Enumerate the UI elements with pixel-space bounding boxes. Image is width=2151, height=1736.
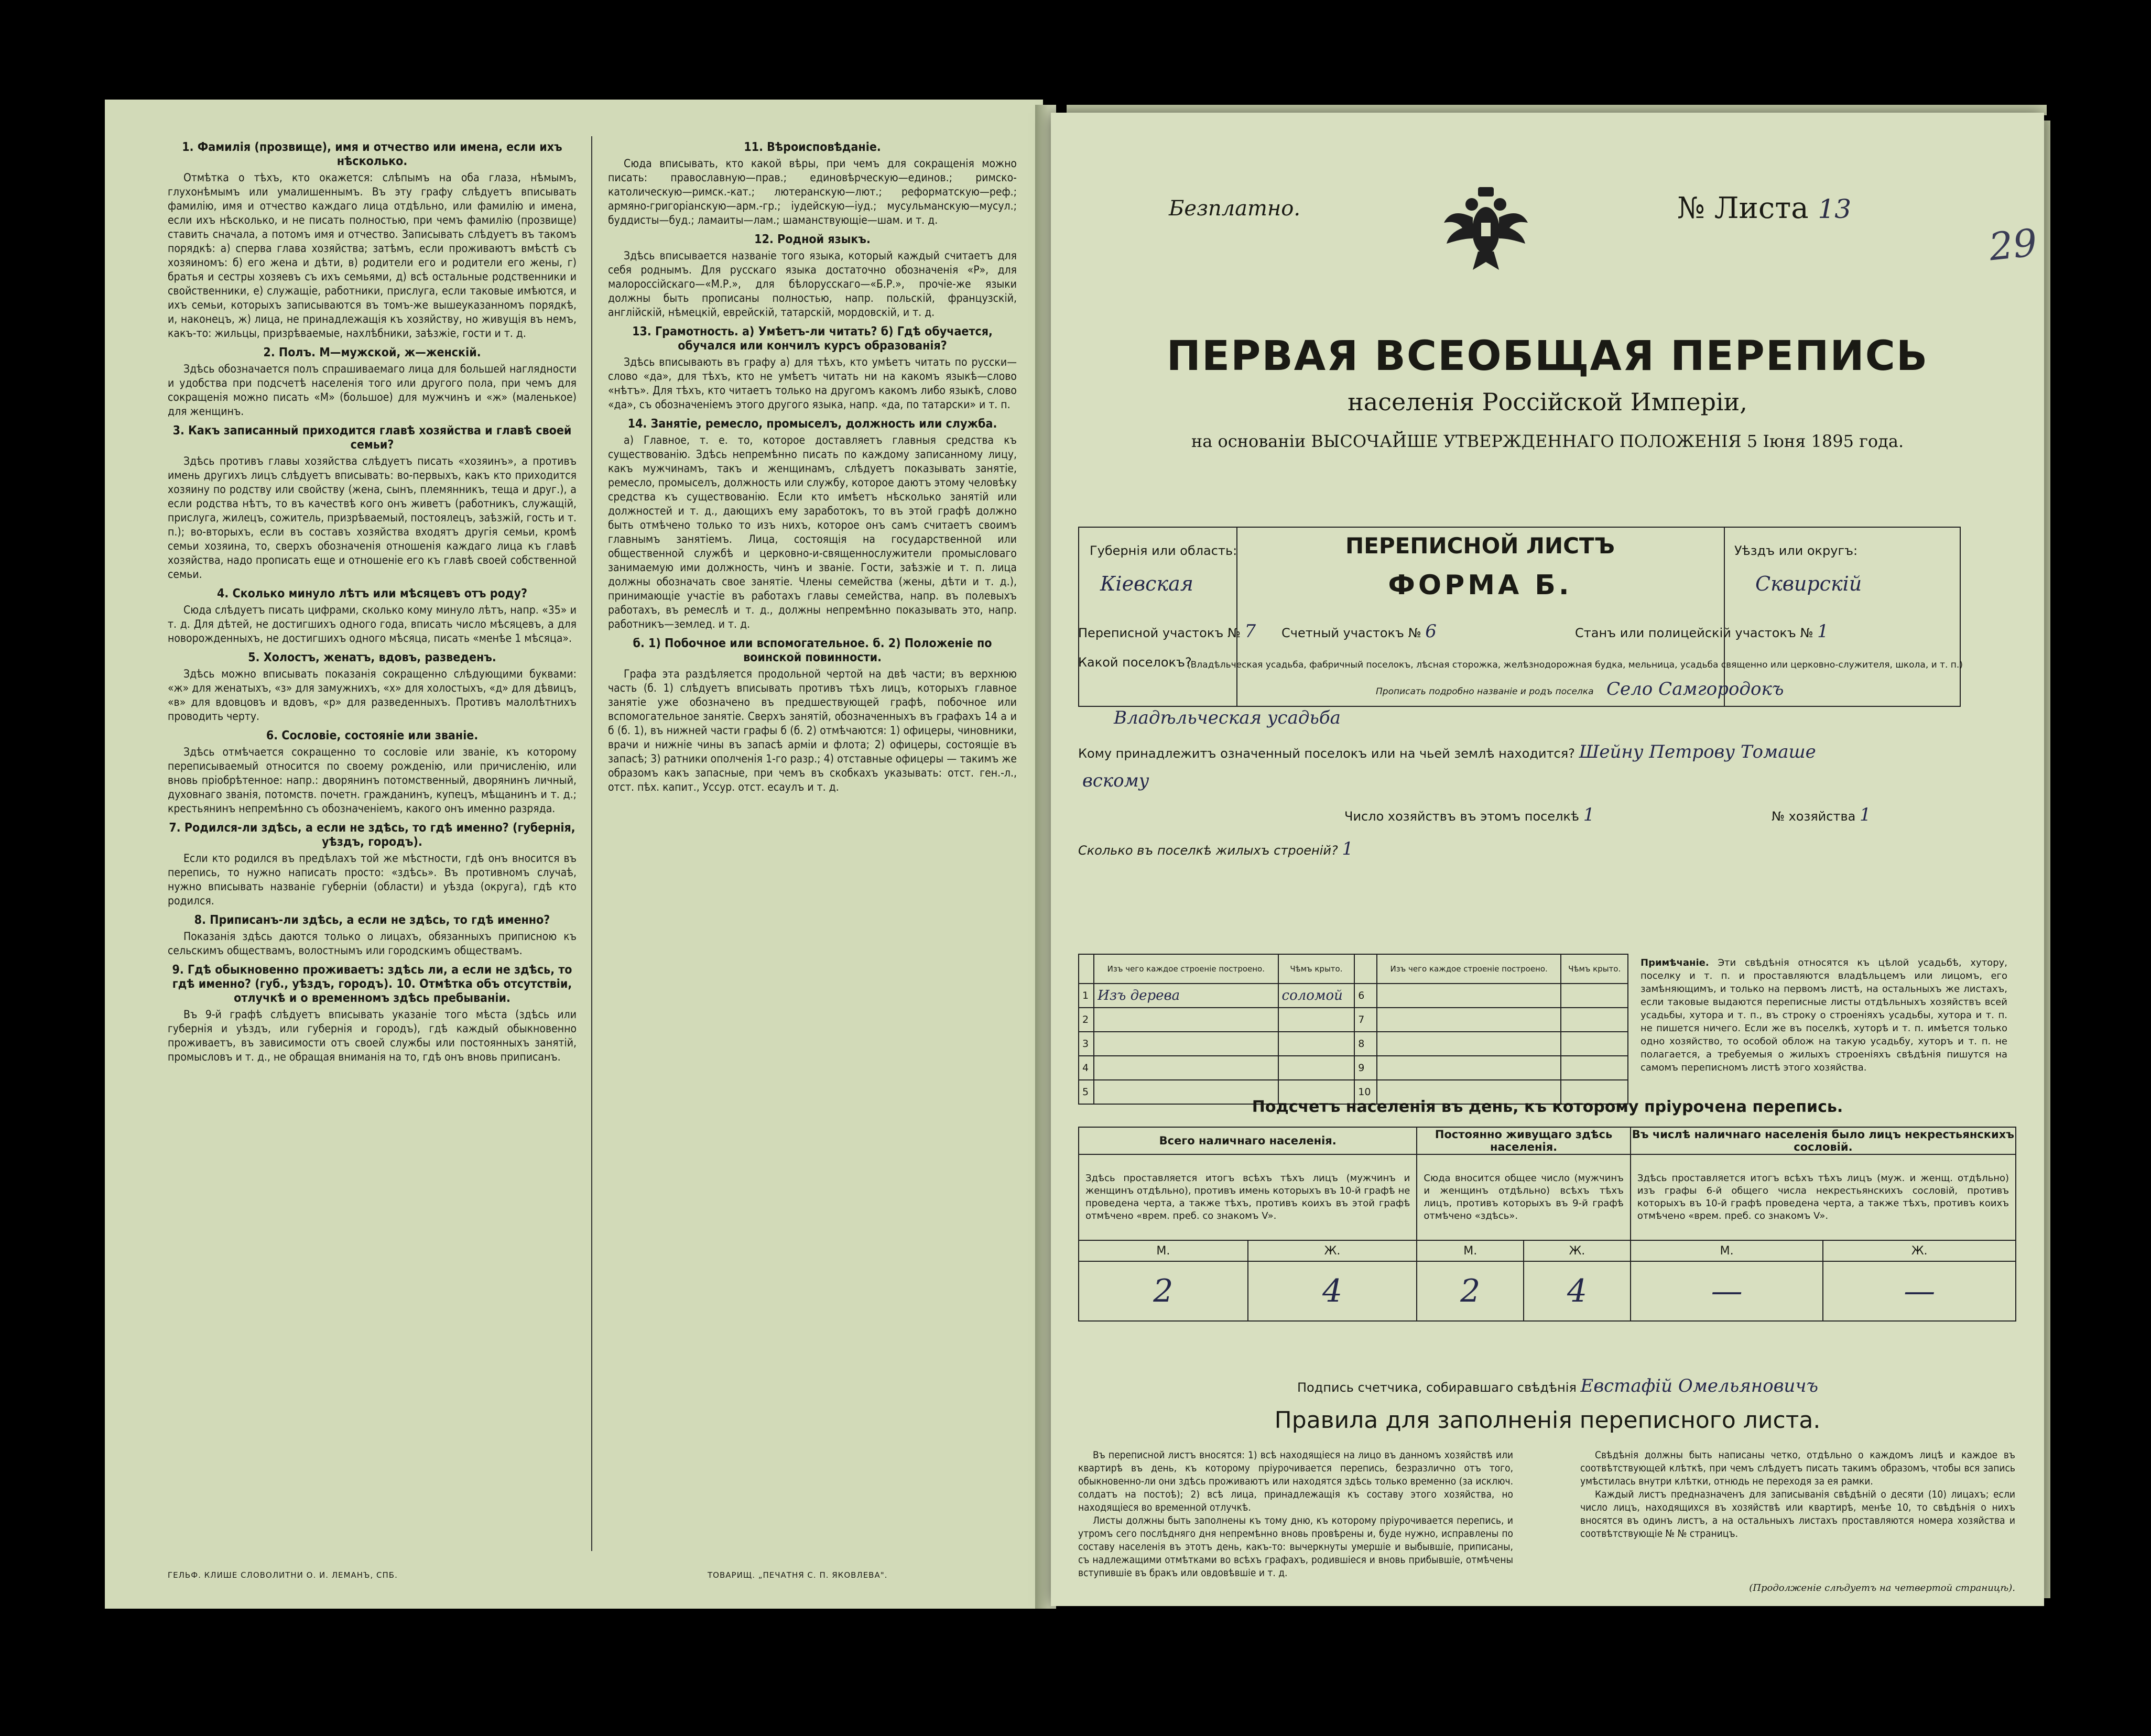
settlement-value-text: Село Самгородокъ	[1606, 679, 1784, 700]
building-material	[1094, 1032, 1278, 1056]
instruction-text: Если кто родился въ предѣлахъ той же мѣстности, гдѣ онъ вносится въ перепись, то нужно написать просто: «здѣсь». Въ противномъ случаѣ, нужно вписывать названіе губерніи (области) и уѣзда (округа), гдѣ кто родился.	[168, 852, 577, 907]
building-roof	[1561, 984, 1628, 1008]
instruction-text: Здѣсь можно вписывать показанія сокращенно слѣдующими буквами: «ж» для женатыхъ, «з» для замужнихъ, «х» для холостыхъ, «д» для дѣвицъ, «в» для вдовцовъ и вдовъ, «р» для разведенныхъ. Противъ малолѣтнихъ проводить черту.	[168, 668, 577, 723]
instruction-text: Показанія здѣсь даются только о лицахъ, обязанныхъ приписною къ сельскимъ обществамъ, волостнымъ или городскимъ обществамъ.	[168, 930, 577, 957]
table-row	[1079, 984, 1628, 1008]
row-number: 4	[1079, 1056, 1094, 1080]
instruction-item	[168, 821, 577, 908]
male-label: М.	[1631, 1240, 1823, 1261]
left-page	[105, 100, 1043, 1609]
male-label: М.	[1079, 1240, 1248, 1261]
count-header-non-peasant: Въ числѣ наличнаго населенія было лицъ некрестьянскихъ сословій.	[1631, 1127, 2016, 1154]
instructions-column-2	[608, 136, 1017, 800]
printer-credit-left: ГЕЛЬФ. КЛИШЕ СЛОВОЛИТНИ О. И. ЛЕМАНЪ, СПБ.	[168, 1570, 398, 1580]
household-number-value: 1	[1859, 804, 1871, 825]
note-label: Примѣчаніе.	[1641, 957, 1709, 968]
instruction-text: Здѣсь противъ главы хозяйства слѣдуетъ писать «хозяинъ», а противъ имень другихъ лицъ слѣдуетъ вписывать: во-первыхъ, какъ кто приходится хозяину по родству или свойству (жена, сынъ, племянникъ, теща и друг.), а если родства нѣтъ, то въ качествѣ кого онъ живетъ (работникъ, служащій, прислуга, жилецъ, сожитель, призрѣваемый, постоялецъ, заѣзжій, гость и т. п.); во-вторыхъ, если въ составъ хозяйства входятъ другія семьи, кромѣ семьи хозяина, то, сверхъ обозначенія отношенія каждаго лица къ главѣ хозяйства, надо прописать еще и отношеніе его къ главѣ своей собственной семьи.	[168, 455, 577, 581]
row-number: 8	[1354, 1032, 1377, 1056]
instruction-item	[168, 913, 577, 958]
rules-title: Правила для заполненія переписного листа.	[1274, 1407, 1821, 1434]
instruction-item	[168, 140, 577, 341]
instruction-item	[168, 963, 577, 1064]
table-header-roof: Чѣмъ крыто.	[1561, 954, 1628, 984]
household-number-field	[1772, 804, 1871, 825]
building-roof	[1561, 1008, 1628, 1032]
household-number-label: № хозяйства	[1772, 809, 1856, 824]
census-section-label: Переписной участокъ №	[1078, 626, 1241, 640]
count-header-present: Всего наличнаго населенія.	[1079, 1127, 1417, 1154]
non-peasant-female-count: —	[1823, 1261, 2016, 1321]
form-header-frame	[1078, 527, 1961, 707]
female-label: Ж.	[1524, 1240, 1631, 1261]
female-label: Ж.	[1823, 1240, 2016, 1261]
counting-section-value: 6	[1425, 621, 1437, 642]
instruction-item	[168, 346, 577, 419]
row-number: 2	[1079, 1008, 1094, 1032]
instruction-item	[168, 424, 577, 582]
continued-note: (Продолженіе слѣдуетъ на четвертой страницѣ).	[1749, 1582, 2015, 1593]
settlement-label: Какой поселокъ?	[1078, 655, 1192, 670]
instruction-text: Сюда вписывать, кто какой вѣры, при чемъ для сокращенія можно писать: православную—прав.; единовѣрческую—единов.; римско-католическую—римск.-кат.; лютеранскую—лют.; реформатскую—реф.; армяно-григоріанскую—арм.-гр.; іудейскую—іуд.; мусульманскую—мусул.; буддисты—буд.; ламаиты—лам.; шаманствующіе—шам. и т. д.	[608, 157, 1017, 226]
census-subtitle: населенія Россійской Имперіи,	[1348, 388, 1747, 416]
table-row	[1079, 1008, 1628, 1032]
buildings-count-value: 1	[1342, 838, 1354, 859]
building-material	[1377, 1008, 1561, 1032]
census-legal-basis: на основаніи ВЫСОЧАЙШЕ УТВЕРЖДЕННАГО ПОЛОЖЕНІЯ 5 Іюня 1895 года.	[1191, 431, 1904, 451]
row-number: 10	[1354, 1080, 1377, 1104]
instruction-text: Здѣсь вписывають въ графу а) для тѣхъ, кто умѣетъ читать по русски—слово «да», для тѣхъ, кто не умѣетъ читать ни на какомъ языкѣ—слово «нѣтъ». Для тѣхъ, кто читаетъ только на другомъ какомъ либо языкѣ, слово «да», съ обозначеніемъ этого другого языка, напр. «да, по татарски» и т. п.	[608, 356, 1017, 411]
counting-section-label: Счетный участокъ №	[1281, 626, 1421, 640]
rules-column-2	[1580, 1449, 2015, 1541]
instructions-column-1	[168, 136, 577, 1069]
owner-value-text-2: вскому	[1082, 770, 1149, 791]
district-label: Уѣздъ или округъ:	[1734, 543, 1858, 558]
printer-credit-right: ТОВАРИЩ. „ПЕЧАТНЯ С. П. ЯКОВЛЕВА".	[708, 1570, 888, 1580]
owner-value: Шейну Петрову Томаше	[1579, 741, 1816, 762]
enumerator-signature	[1297, 1375, 1818, 1396]
double-headed-eagle-emblem	[1441, 186, 1530, 272]
instruction-heading: 13. Грамотность. а) Умѣетъ-ли читать? б) Гдѣ обучается, обучался или кончилъ курсъ образованія?	[632, 325, 993, 353]
rule-paragraph: Листы должны быть заполнены къ тому дню, къ которому пріурочивается перепись, и утромъ сего послѣдняго дня непремѣнно вновь провѣрены и, буде нужно, исправлены по составу населенія въ этотъ день, какъ-то: вычеркнуты умершіе и выбывшіе, приписаны, съ надлежащими отмѣтками во всѣхъ графахъ, родившіеся и вновь прибывшіе, отмѣчены вступившіе въ бракъ или овдовѣвшіе и т. д.	[1078, 1515, 1513, 1579]
free-label: Безплатно.	[1169, 196, 1301, 221]
buildings-count-label: Сколько въ поселкѣ жилыхъ строеній?	[1078, 843, 1338, 858]
owner-value-line-2	[1082, 770, 1149, 791]
settlement-value	[1606, 679, 1784, 700]
building-material: Изъ дерева	[1094, 984, 1278, 1008]
permanent-male-count: 2	[1417, 1261, 1524, 1321]
instruction-text: Здѣсь отмѣчается сокращенно то сословіе или званіе, къ которому переписываемый относится по своему рожденію, или причисленію, или вновь пріобрѣтенное: напр.: дворянинъ потомственный, дворянинъ личный, духовнаго званія, потомств. почетн. гражданинъ, купецъ, мѣщанинъ и т. д.; крестьянинъ непремѣнно съ обозначеніемъ, какого онъ именно разряда.	[168, 746, 577, 815]
building-material	[1377, 984, 1561, 1008]
count-header-permanent: Постоянно живущаго здѣсь населенія.	[1417, 1127, 1630, 1154]
note-text: Эти свѣдѣнія относятся къ цѣлой усадьбѣ, хутору, поселку и т. п. и проставляются владѣльцемъ или лицомъ, его замѣняющимъ, и только на первомъ листѣ, на остальныхъ же листахъ, если таковые выдаются переписные листы отдѣльныхъ хозяйствъ всей усадьбы, хутора и т. п., въ строку о строеніяхъ усадьбы, хутора и т. п. не пишется ничего. Если же въ поселкѣ, хуторѣ и т. п. имѣется только одно хозяйство, то особой облож на такую усадьбу, хуторъ и т. п. не полагается, а требуемыя о жилыхъ строеніяхъ свѣдѣнія пишутся на самомъ переписномъ листѣ этого хозяйства.	[1641, 957, 2007, 1073]
governorate-value: Кіевская	[1100, 572, 1193, 595]
instruction-text: Въ 9-й графѣ слѣдуетъ вписывать указаніе того мѣста (здѣсь или губернія и уѣздъ, или губернія и городъ), гдѣ каждый обыкновенно проживаетъ, въ зависимости отъ своей службы или постоянныхъ занятій, промысловъ и т. д., не обращая вниманія на то, гдѣ онъ вновь приписанъ.	[168, 1008, 577, 1063]
buildings-note	[1641, 956, 2007, 1074]
stan-label: Станъ или полицейскій участокъ №	[1575, 626, 1813, 640]
sheet-number	[1677, 191, 1851, 225]
non-peasant-male-count: —	[1631, 1261, 1823, 1321]
female-label: Ж.	[1248, 1240, 1417, 1261]
district-value: Сквирскій	[1755, 572, 1862, 595]
instruction-heading: б. 1) Побочное или вспомогательное. б. 2) Положеніе по воинской повинности.	[633, 637, 992, 664]
form-title: ПЕРЕПИСНОЙ ЛИСТЪ	[1345, 533, 1615, 559]
row-number: 1	[1079, 984, 1094, 1008]
instruction-text: а) Главное, т. е. то, которое доставляетъ главныя средства къ существованію. Здѣсь непремѣнно писать по каждому записанному лицу, какъ мужчинамъ, такъ и женщинамъ, слѣдуетъ показывать занятіе, ремесло, промыселъ, должность или службу, которое даютъ этому человѣку средства къ существованію. Если кто имѣетъ нѣсколько занятій или должностей и т. д., дающихъ ему заработокъ, то въ этой графѣ должно быть отмѣчено только то изъ нихъ, которое онъ самъ считаетъ своимъ главнымъ занятіемъ. Лица, состоящія на государственной или общественной службѣ и церковно-и-священнослужители промысловаго занимаемую ими должность, чинъ и званіе. Гости, заѣзжіе и т. п. лица должны обозначать свое занятіе. Члены семейства (жены, дѣти и т. д.), принимающіе участіе въ работахъ главы семейства, напр. въ полевыхъ работахъ, въ ремеслѣ и т. д., должны непремѣнно показывать это, напр. работникъ—землед. и т. д.	[608, 434, 1017, 630]
households-label: Число хозяйствъ въ этомъ поселкѣ	[1344, 809, 1580, 824]
instruction-heading: 14. Занятіе, ремесло, промыселъ, должность или служба.	[627, 417, 997, 431]
owner-field	[1078, 741, 1816, 762]
table-header-material: Изъ чего каждое строеніе построено.	[1377, 954, 1561, 984]
stan-value: 1	[1817, 621, 1829, 642]
building-roof	[1561, 1056, 1628, 1080]
instruction-text: Здѣсь обозначается полъ спрашиваемаго лица для большей наглядности и удобства при подсчетѣ населенія того или другого пола, при чемъ для сокращенія можно писать «М» (большое) для мужчинъ и «ж» (маленькое) для женщинъ.	[168, 363, 577, 418]
settlement-hint-2: Прописать подробно названіе и родъ поселка	[1376, 686, 1594, 697]
building-roof	[1278, 1008, 1355, 1032]
table-row	[1079, 1032, 1628, 1056]
instruction-item	[608, 233, 1017, 320]
households-field	[1344, 804, 1594, 825]
sheet-number-value: 13	[1818, 194, 1852, 224]
instruction-item	[608, 637, 1017, 794]
census-section-value: 7	[1244, 621, 1256, 642]
table-header-roof: Чѣмъ крыто.	[1278, 954, 1355, 984]
table-header-empty	[1354, 954, 1377, 984]
instruction-heading: 2. Полъ. М—мужской, ж—женскій.	[263, 346, 481, 359]
signature-label: Подпись счетчика, собиравшаго свѣдѣнія	[1297, 1380, 1577, 1395]
row-number: 3	[1079, 1032, 1094, 1056]
instruction-heading: 8. Приписанъ-ли здѣсь, а если не здѣсь, то гдѣ именно?	[194, 913, 550, 927]
stan-field	[1575, 621, 1829, 642]
count-desc-permanent: Сюда вносится общее число (мужчинъ и женщинъ отдѣльно) всѣхъ тѣхъ лицъ, противъ которыхъ въ 9-й графѣ отмѣчено «здѣсь».	[1417, 1154, 1630, 1240]
buildings-table	[1078, 954, 1628, 1105]
row-number: 5	[1079, 1080, 1094, 1104]
instruction-item	[608, 417, 1017, 631]
instruction-heading: 6. Сословіе, состояніе или званіе.	[266, 729, 479, 743]
present-male-count: 2	[1079, 1261, 1248, 1321]
rule-paragraph: Въ переписной листъ вносятся: 1) всѣ находящіеся на лицо въ данномъ хозяйствѣ или квартирѣ въ день, къ которому пріурочивается перепись, безразлично отъ того, обыкновенно-ли они здѣсь проживаютъ или находятся здѣсь только временно (за исключ. солдатъ на постоѣ); 2) всѣ лица, принадлежащія къ составу этого хозяйства, но находящіеся во временной отлучкѣ.	[1078, 1449, 1513, 1513]
buildings-count-field	[1078, 838, 1353, 859]
instruction-heading: 12. Родной языкъ.	[754, 233, 871, 246]
rule-paragraph: Свѣдѣнія должны быть написаны четко, отдѣльно о каждомъ лицѣ и каждое въ соотвѣтствующей клѣткѣ, при чемъ слѣдуетъ писать такимъ образомъ, чтобы вся запись умѣстилась внутри клѣтки, отнюдь не переходя за ея рамки.	[1580, 1449, 2015, 1487]
census-title: ПЕРВАЯ ВСЕОБЩАЯ ПЕРЕПИСЬ	[1166, 333, 1929, 380]
male-label: М.	[1417, 1240, 1524, 1261]
instruction-heading: 11. Вѣроисповѣданіе.	[744, 140, 881, 154]
building-material	[1094, 1008, 1278, 1032]
corner-archive-number: 29	[1986, 220, 2039, 269]
present-female-count: 4	[1248, 1261, 1417, 1321]
building-material	[1094, 1056, 1278, 1080]
column-divider	[591, 136, 592, 1551]
instruction-heading: 3. Какъ записанный приходится главѣ хозяйства и главѣ своей семьи?	[172, 424, 572, 452]
instruction-item	[168, 587, 577, 646]
census-section-field	[1078, 621, 1256, 642]
building-material	[1377, 1032, 1561, 1056]
settlement-hint: (Владѣльческая усадьба, фабричный поселокъ, лѣсная сторожка, желѣзнодорожная будка, мельница, усадьба священно или церковно-служителя, школа, и т. п.)	[1187, 660, 1963, 670]
households-value: 1	[1583, 804, 1595, 825]
instruction-item	[608, 140, 1017, 227]
row-number: 6	[1354, 984, 1377, 1008]
instruction-heading: 1. Фамилія (прозвище), имя и отчество или имена, если ихъ нѣсколько.	[182, 140, 562, 168]
instruction-text: Отмѣтка о тѣхъ, кто окажется: слѣпымъ на оба глаза, нѣмымъ, глухонѣмымъ или умалишеннымъ. Въ эту графу слѣдуетъ вписывать фамилію, имя и отчество каждаго лица отдѣльно, или фамилію и имена, если ихъ нѣсколько, и не писать полностью, при чемъ фамилію (прозвище) ставить сначала, а потомъ имя и отчество. Записывать слѣдуетъ въ такомъ порядкѣ: а) сперва глава хозяйства; затѣмъ, если проживаютъ вмѣстѣ съ хозяиномъ: б) его жена и дѣти, в) родители его и родители его жены, г) братья и сестры хозяевъ съ ихъ семьями, д) всѣ остальные родственники и свойственники, е) служащіе, работники, прислуга, если таковые имѣются, и ихъ семьи, которыхъ записываются въ томъ-же вышеуказанномъ порядкѣ, и, наконецъ, ж) лица, не принадлежащія къ хозяйству, но живущія въ немъ, какъ-то: жильцы, призрѣваемые, нахлѣбники, заѣзжіе, гости и т. д.	[168, 171, 577, 340]
population-count-title: Подсчетъ населенія въ день, къ которому пріурочена перепись.	[1252, 1098, 1843, 1116]
instruction-text: Графа эта раздѣляется продольной чертой на двѣ части; въ верхнюю часть (б. 1) слѣдуетъ вписывать противъ тѣхъ лицъ, которыхъ главное занятіе уже обозначено въ предшествующей графѣ, побочное или вспомогательное занятіе. Сверхъ занятій, обозначенныхъ въ графахъ 14 а и б (б. 1), въ нижней части графы б (б. 2) отмѣчаются: 1) офицеры, чиновники, врачи и нижніе чины въ запасѣ арміи и флота; 2) офицеры, состоящіе въ запасѣ; 3) ратники ополченія 1-го разр.; 4) отставные офицеры — такимъ же образомъ какъ запасные, при чемъ въ скобкахъ указывать: отст. ген.-л., отст. пѣх. капит., Уссур. отст. есаулъ и т. д.	[608, 668, 1017, 793]
sheet-number-label: № Листа	[1677, 191, 1809, 225]
counting-section-field	[1281, 621, 1437, 642]
rules-column-1	[1078, 1449, 1513, 1580]
settlement-value-line-2	[1114, 707, 1341, 728]
rule-paragraph: Каждый листъ предназначенъ для записыванія свѣдѣній о десяти (10) лицахъ; если число лицъ, находящихся въ хозяйствѣ или квартирѣ, менѣе 10, то свѣдѣнія о нихъ вносятся въ одинъ листъ, а на остальныхъ листахъ проставляются номера хозяйства и соотвѣтствующіе № № страницъ.	[1580, 1489, 2015, 1540]
governorate-label: Губернія или область:	[1090, 543, 1237, 558]
instruction-heading: 7. Родился-ли здѣсь, а если не здѣсь, то гдѣ именно? (губернія, уѣздъ, городъ).	[169, 821, 575, 849]
building-material	[1377, 1056, 1561, 1080]
permanent-female-count: 4	[1524, 1261, 1631, 1321]
building-roof	[1278, 1056, 1355, 1080]
table-row	[1079, 1056, 1628, 1080]
instruction-text: Сюда слѣдуетъ писать цифрами, сколько кому минуло лѣтъ, напр. «35» и т. д. Для дѣтей, не достигшихъ одного года, вписать число мѣсяцевъ, а для новорожденныхъ, не достигшихъ одного мѣсяца, писать «менѣе 1 мѣсяца».	[168, 604, 577, 645]
instruction-heading: 4. Сколько минуло лѣтъ или мѣсяцевъ отъ роду?	[216, 587, 527, 600]
table-header-material: Изъ чего каждое строеніе построено.	[1094, 954, 1278, 984]
count-desc-present: Здѣсь проставляется итогъ всѣхъ тѣхъ лицъ (мужчинъ и женщинъ отдѣльно), противъ имень которыхъ въ 10-й графѣ не проведена черта, а также тѣхъ, противъ коихъ въ этой графѣ отмѣчено «врем. преб. со знакомъ V».	[1079, 1154, 1417, 1240]
instruction-text: Здѣсь вписывается названіе того языка, который каждый считаетъ для себя роднымъ. Для русскаго языка достаточно обозначенія «Р», для малороссійскаго—«М.Р.», для бѣлорусскаго—«Б.Р.», прочіе-же языки должны быть прописаны полностью, напр. польскій, французскій, англійскій, нѣмецкій, еврейскій, татарскій, мордовскій, и т. д.	[608, 249, 1017, 319]
right-page	[1051, 113, 2044, 1606]
row-number: 7	[1354, 1008, 1377, 1032]
settlement-value-text-2: Владѣльческая усадьба	[1114, 707, 1341, 728]
instruction-heading: 9. Гдѣ обыкновенно проживаетъ: здѣсь ли, а если не здѣсь, то гдѣ именно? (губ., уѣздъ, городъ). 10. Отмѣтка объ отсутствіи, отлучкѣ и о временномъ здѣсь пребываніи.	[172, 963, 572, 1005]
table-header-empty	[1079, 954, 1094, 984]
instruction-item	[608, 325, 1017, 412]
population-count-table	[1078, 1127, 2016, 1322]
instruction-item	[168, 729, 577, 816]
form-subtitle: ФОРМА Б.	[1388, 570, 1572, 601]
building-roof	[1561, 1032, 1628, 1056]
row-number: 9	[1354, 1056, 1377, 1080]
instruction-item	[168, 651, 577, 724]
building-roof: соломой	[1278, 984, 1355, 1008]
signature-value: Евстафій Омельяновичъ	[1580, 1375, 1819, 1396]
count-desc-non-peasant: Здѣсь проставляется итогъ всѣхъ тѣхъ лицъ (муж. и женщ. отдѣльно) изъ графы 6-й общего числа некрестьянскихъ сословій, противъ которыхъ въ 10-й графѣ проведена черта, а также тѣхъ, противъ коихъ отмѣчено «врем. преб. со знакомъ V».	[1631, 1154, 2016, 1240]
instruction-heading: 5. Холостъ, женатъ, вдовъ, разведенъ.	[248, 651, 496, 664]
building-roof	[1278, 1032, 1355, 1056]
owner-label: Кому принадлежитъ означенный поселокъ или на чьей землѣ находится?	[1078, 746, 1575, 761]
